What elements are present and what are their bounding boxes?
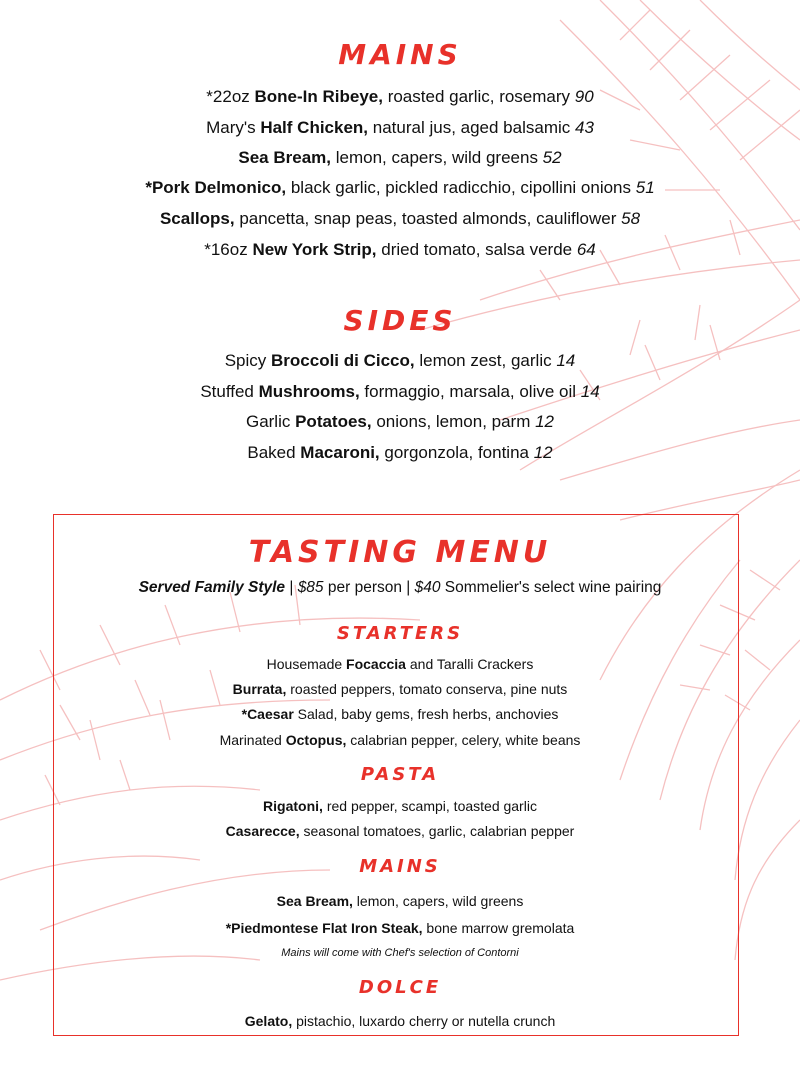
menu-item: Burrata, roasted peppers, tomato conserva, pine nuts <box>232 681 568 697</box>
menu-item: Casarecce, seasonal tomatoes, garlic, calabrian pepper <box>225 823 575 839</box>
menu-item: *16oz New York Strip, dried tomato, salsa verde 64 <box>204 240 596 259</box>
menu-item: Gelato, pistachio, luxardo cherry or nutella crunch <box>244 1013 556 1029</box>
sides-heading: SIDES <box>343 304 457 337</box>
menu-item: Marinated Octopus, calabrian pepper, celery, white beans <box>219 732 581 748</box>
menu-item: Spicy Broccoli di Cicco, lemon zest, garlic 14 <box>224 351 576 370</box>
menu-item: Stuffed Mushrooms, formaggio, marsala, olive oil 14 <box>200 382 600 401</box>
menu-item: Baked Macaroni, gorgonzola, fontina 12 <box>247 443 553 462</box>
mains-heading: MAINS <box>338 38 462 71</box>
tasting-menu-intro: Served Family Style | $85 per person | $40 Sommelier's select wine pairing <box>138 579 662 596</box>
pasta-heading: PASTA <box>360 764 440 785</box>
menu-item: *Pork Delmonico, black garlic, pickled radicchio, cipollini onions 51 <box>145 178 655 197</box>
menu-item: *22oz Bone-In Ribeye, roasted garlic, rosemary 90 <box>206 87 594 106</box>
menu-item: Mary's Half Chicken, natural jus, aged balsamic 43 <box>206 118 594 137</box>
mains-note: Mains will come with Chef's selection of Contorni <box>281 947 519 959</box>
starters-heading: STARTERS <box>336 623 464 644</box>
menu-item: *Caesar Salad, baby gems, fresh herbs, anchovies <box>241 706 559 722</box>
tasting-menu-heading: TASTING MENU <box>248 535 552 570</box>
dolce-heading: DOLCE <box>358 977 442 998</box>
menu-item: Housemade Focaccia and Taralli Crackers <box>266 656 534 672</box>
menu-item: *Piedmontese Flat Iron Steak, bone marrow gremolata <box>225 920 575 936</box>
menu-item: Scallops, pancetta, snap peas, toasted almonds, cauliflower 58 <box>159 209 641 228</box>
menu-item: Garlic Potatoes, onions, lemon, parm 12 <box>245 412 555 431</box>
tasting-menu-box <box>53 514 739 1036</box>
menu-item: Sea Bream, lemon, capers, wild greens <box>276 893 524 909</box>
menu-item: Sea Bream, lemon, capers, wild greens 52 <box>238 148 562 167</box>
tasting-mains-heading: MAINS <box>359 856 441 877</box>
menu-item: Rigatoni, red pepper, scampi, toasted garlic <box>263 798 537 814</box>
